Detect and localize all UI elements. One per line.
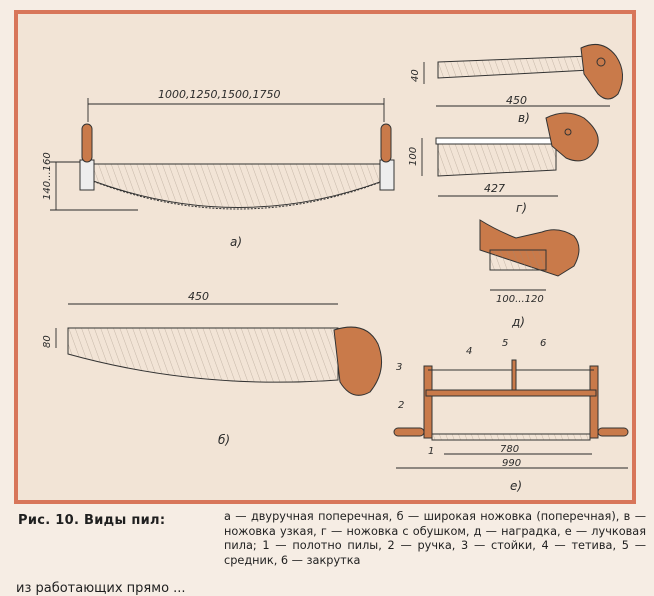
dim-v-height: 40: [410, 69, 421, 82]
dim-d-length: 100...120: [496, 294, 544, 305]
label-b: б): [218, 433, 231, 447]
dim-a-height: 140...160: [42, 152, 53, 200]
part-1: 1: [428, 446, 435, 457]
saw-e-bow: [394, 338, 628, 493]
saw-g-back: [408, 113, 598, 215]
figure-frame: [14, 10, 636, 504]
caption-text: а — двуручная поперечная, б — широкая ножовка (поперечная), в — ножовка узкая, г — ножовка с обушком, д — наградка, е — лучковая пила; 1 — полотно пилы, 2 — ручка, 3 — стойки, 4 — тетива, 5 — средник, 6 — закрутка: [224, 510, 646, 567]
saw-v-narrow: [410, 44, 623, 125]
label-e: е): [510, 479, 523, 493]
dim-g-length: 427: [484, 182, 505, 195]
label-d: д): [512, 315, 525, 329]
dim-e-inner: 780: [500, 444, 520, 455]
saw-a-two-man-crosscut: [42, 88, 394, 249]
part-3: 3: [396, 362, 403, 373]
label-a: а): [230, 235, 243, 249]
saw-b-wide: [42, 290, 382, 447]
part-2: 2: [398, 400, 405, 411]
label-g: г): [516, 201, 527, 215]
saw-d-dovetail: [480, 220, 579, 329]
caption-title: Рис. 10. Виды пил:: [18, 513, 166, 528]
part-5: 5: [502, 338, 509, 349]
dim-b-height: 80: [42, 335, 53, 348]
saw-illustrations: [18, 14, 640, 508]
dim-v-length: 450: [506, 94, 527, 107]
part-6: 6: [540, 338, 547, 349]
part-4: 4: [466, 346, 473, 357]
footer-text: из работающих прямо ...: [16, 581, 186, 596]
label-v: в): [518, 111, 530, 125]
dim-a-length: 1000,1250,1500,1750: [158, 88, 281, 101]
dim-g-height: 100: [408, 146, 419, 166]
dim-b-length: 450: [188, 290, 209, 303]
dim-e-outer: 990: [502, 458, 522, 469]
